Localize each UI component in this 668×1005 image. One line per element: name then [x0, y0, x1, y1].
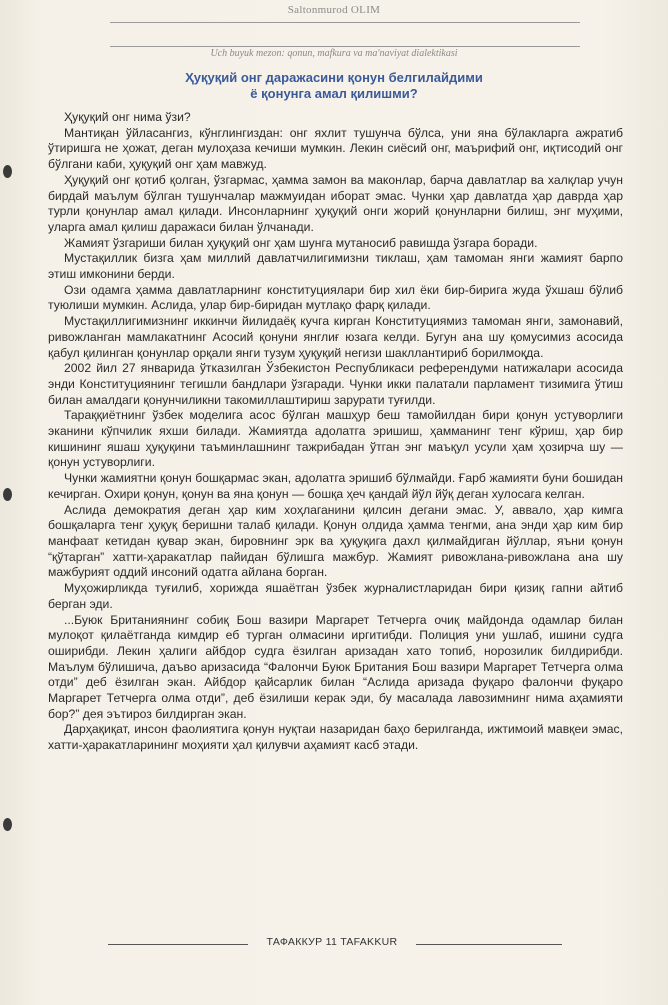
binder-hole [3, 488, 12, 501]
running-header-author: Saltonmurod OLIM [287, 4, 381, 16]
paragraph: Дарҳақиқат, инсон фаолиятига қонун нуқтаи назаридан баҳо берилганда, ижтимоий мавқеи эмас, хатти-ҳаракатларининг моҳияти ҳал қилувчи аҳамият касб этади. [48, 722, 623, 753]
header-rule-top [110, 22, 580, 23]
paragraph: Ҳуқуқий онг қотиб қолган, ўзгармас, ҳамма замон ва маконлар, барча давлатлар ва халқлар учун бирдай маълум бўлган тушунчалар мажмуидан иборат эмас. Чунки ҳар давлатда ҳар даврда ҳар турли қонунлар амал қилади. Инсонларнинг ҳуқуқий онги жорий қонунларни билиш, энг муҳими, уларга амал қилиш даражаси билан ўлчанади. [48, 172, 623, 234]
paragraph: Чунки жамиятни қонун бошқармас экан, адолатга эришиб бўлмайди. Ғарб жамияти буни бошидан кечирган. Охири қонун, қонун ва яна қонун — бошқа ҳеч қандай йўл йўқ деган хулосага келган. [48, 471, 623, 501]
paragraph: Мантиқан ўйласангиз, кўнглингиздан: онг яхлит тушунча бўлса, уни яна бўлакларга ажратиб ўтиришга не ҳожат, деган мулоҳаза кечиши мумкин. Лекин сиёсий онг, маърифий онг, иқтисодий онг бўлгани каби, ҳуқуқий онг ҳам мавжуд. [48, 125, 623, 172]
paragraph: Мустақиллигимизнинг иккинчи йилидаёқ кучга кирган Конституциямиз тамоман янги, замонавий, ривожланган мамлакатнинг Асосий қонуни янглиғ юзага келди. Бугун ана шу қомусимиз асосида қабул қилинган қонунлар орқали янги тузум ҳуқуқий негизи шакллантириб борилмоқда. [48, 314, 623, 360]
binder-hole [3, 818, 12, 831]
paragraph: 2002 йил 27 январида ўтказилган Ўзбекистон Республикаси референдуми натижалари асосида энди Конституциянинг тегишли бандлари ўзгаради. Чунки икки палатали парламент тизимига ўтиш билан амалдаги қонунчиликни такомиллаштириш зарурати туғилди. [48, 361, 623, 407]
paragraph: Ҳуқуқий онг нима ўзи? [64, 110, 191, 124]
footer-rule-right [416, 944, 562, 945]
article-body [48, 110, 623, 754]
paragraph: Ози одамга ҳамма давлатларнинг конституциялари бир хил ёки бир-бирига жуда ўхшаш бўлиб туюлиши мумкин. Аслида, улар бир-биридан мутлақо фарқ қилади. [48, 282, 623, 313]
paragraph: ...Буюк Британиянинг собиқ Бош вазири Маргарет Тетчерга очиқ майдонда одамлар билан мулоқот қилаётганда кимдир еб турган олмасини иргитибди. Полиция уни ушлаб, ишини судга оширибди. Лекин ҳалиги айбдор судга ёзилган аризадан хато топиб, норозилик билдирибди. Маълум бўлишича, даъво аризасида “Фалончи Буюк Британия Бош вазири Маргарет Тетчерга олма отди” деб ёзилган экан. Айбдор қайсарлик билан “Аслида аризада фуқаро фалончи фуқаро Маргарет Тетчерга олма отди”, деб ёзилиши керак эди, бу масалада лавозимнинг нима аҳамияти бор?” дея эътироз билдирган экан. [48, 612, 623, 721]
article-title-line: Ҳуқуқий онг даражасини қонун белгилайдими [185, 70, 483, 85]
footer-rule-left [108, 944, 248, 945]
running-header-subtitle: Uch buyuk mezon: qonun, mafkura va ma'naviyat dialektikasi [210, 48, 458, 59]
paragraph: Жамият ўзгариши билан ҳуқуқий онг ҳам шунга мутаносиб равишда ўзгара боради. [64, 235, 538, 250]
article-title [0, 70, 668, 102]
page-footer [0, 936, 668, 952]
article-title-line: ё қонунга амал қилишми? [250, 86, 418, 101]
binder-hole [3, 165, 12, 178]
paragraph: Мустақиллик бизга ҳам миллий давлатчилигимизни тиклаш, ҳам тамоман янги жамият барпо этиш имконини берди. [48, 251, 623, 282]
header-rule-bottom [110, 46, 580, 47]
footer-page-label: ТАФАККУР 11 TAFAKKUR [266, 936, 398, 948]
paragraph: Муҳожирликда туғилиб, хорижда яшаётган ўзбек журналистларидан бири қизиқ гапни айтиб берган эди. [48, 581, 623, 611]
paragraph: Тараққиётнинг ўзбек моделига асос бўлган машҳур беш тамойилдан бири қонун устуворлиги эканини кўпчилик яхши билади. Жамиятда адолатга эришиш, ҳамманинг тенг кўриш, ҳар бир кишининг яшаш ҳуқуқини таъминлашнинг тажрибадан ўтган энг маъқул усули ҳам ҳозирча шу — қонун устуворлиги. [48, 408, 623, 470]
paragraph: Аслида демократия деган ҳар ким хоҳлаганини қилсин дегани эмас. У, аввало, ҳар кимга бошқаларга тенг ҳуқуқ беришни талаб қилади. Қонун олдида ҳамма тенгми, ана энди ҳар ким бир манфаат кетидан қувар экан, бировнинг эрк ва ҳуқуқига дахл қилмайдиган йўллар, яъни қонун “қўтарган” хатти-ҳаракатлар пайидан бўлишга мажбур. Жамият ривожлана-ривожлана ана шу мажбурият оддий инсоний одатга айлана борган. [48, 502, 623, 580]
